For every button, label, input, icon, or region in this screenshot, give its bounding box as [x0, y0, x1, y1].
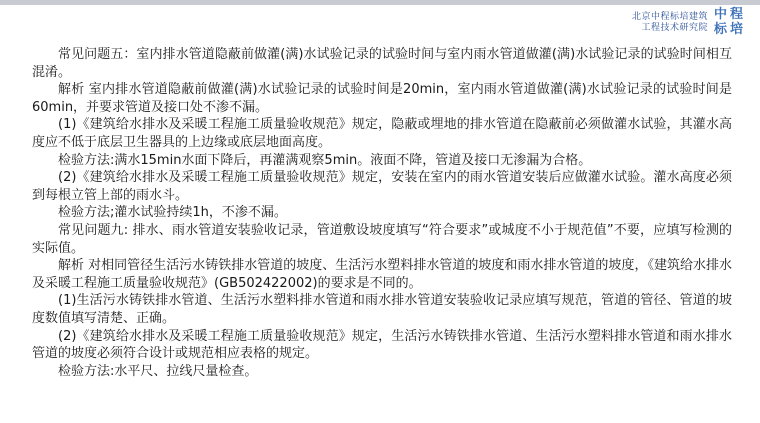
paragraph-check-method-1: 检验方法:满水15min水面下降后，再灌满观察5min。液面不降，管道及接口无渗漏为合格。	[58, 152, 592, 168]
paragraph-rule-1: (1)《建筑给水排水及采暖工程施工质量验收规范》规定，隐蔽或埋地的排水管道在隐蔽前必须做灌水试验，其灌水高度应不低于底层卫生器具的上边缘或底层地面高度。	[32, 117, 732, 150]
paragraph-problem-9: 常见问题九: 排水、雨水管道安装验收记录，管道敷设坡度填写“符合要求”或城度不小于规范值”不要，应填写检测的实际值。	[32, 222, 732, 256]
logo-char-1: 中	[714, 7, 728, 22]
paragraph-check-method-3: 检验方法:水平尺、拉线尺量检查。	[58, 363, 258, 379]
paragraph-check-method-2: 检验方法;灌水试验持续1h，不渗不漏。	[58, 205, 287, 221]
paragraph-problem-5: 常见问题五：室内排水管道隐蔽前做灌(满)水试验记录的试验时间与室内雨水管道做灌(满)水试验记录的试验时间相互混淆。	[32, 47, 732, 80]
top-stripe	[0, 0, 760, 5]
brand-logo-icon	[712, 8, 752, 38]
logo-char-2: 程	[730, 7, 744, 22]
header-brand	[632, 8, 752, 38]
logo-char-4: 培	[730, 22, 744, 37]
paragraph-rule-2: (2)《建筑给水排水及采暖工程施工质量验收规范》规定，安装在室内的雨水管道安装后应做灌水试验。灌水高度必须到每根立管上部的雨水斗。	[32, 170, 732, 203]
document-body	[32, 46, 732, 380]
brand-org-line1: 北京中程标培建筑	[631, 12, 708, 22]
paragraph-rule-3: (1)生活污水铸铁排水管道、生活污水塑料排水管道和雨水排水管道安装验收记录应填写规范，管道的管径、管道的坡度数值填写清楚、正确。	[32, 293, 732, 326]
brand-text	[632, 12, 708, 34]
paragraph-rule-4: (2)《建筑给水排水及采暖工程施工质量验收规范》规定，生活污水铸铁排水管道、生活污水塑料排水管道和雨水排水管道的坡度必须符合设计或规范相应表格的规定。	[32, 328, 732, 362]
brand-org-line2: 工程技术研究院	[641, 23, 708, 33]
paragraph-analysis-5: 解析 室内排水管道隐蔽前做灌(满)水试验记录的试验时间是20min，室内雨水管道做灌(满)水试验记录的试验时间是60min，并要求管道及接口处不渗不漏。	[32, 82, 732, 115]
paragraph-analysis-9: 解析 对相同管径生活污水铸铁排水管道的坡度、生活污水塑料排水管道的坡度和雨水排水管道的坡度，《建筑给水排水及采暖工程施工质量验收规范》(GB502422002)的要求是不同的。	[32, 258, 732, 291]
logo-char-3: 标	[714, 22, 728, 37]
